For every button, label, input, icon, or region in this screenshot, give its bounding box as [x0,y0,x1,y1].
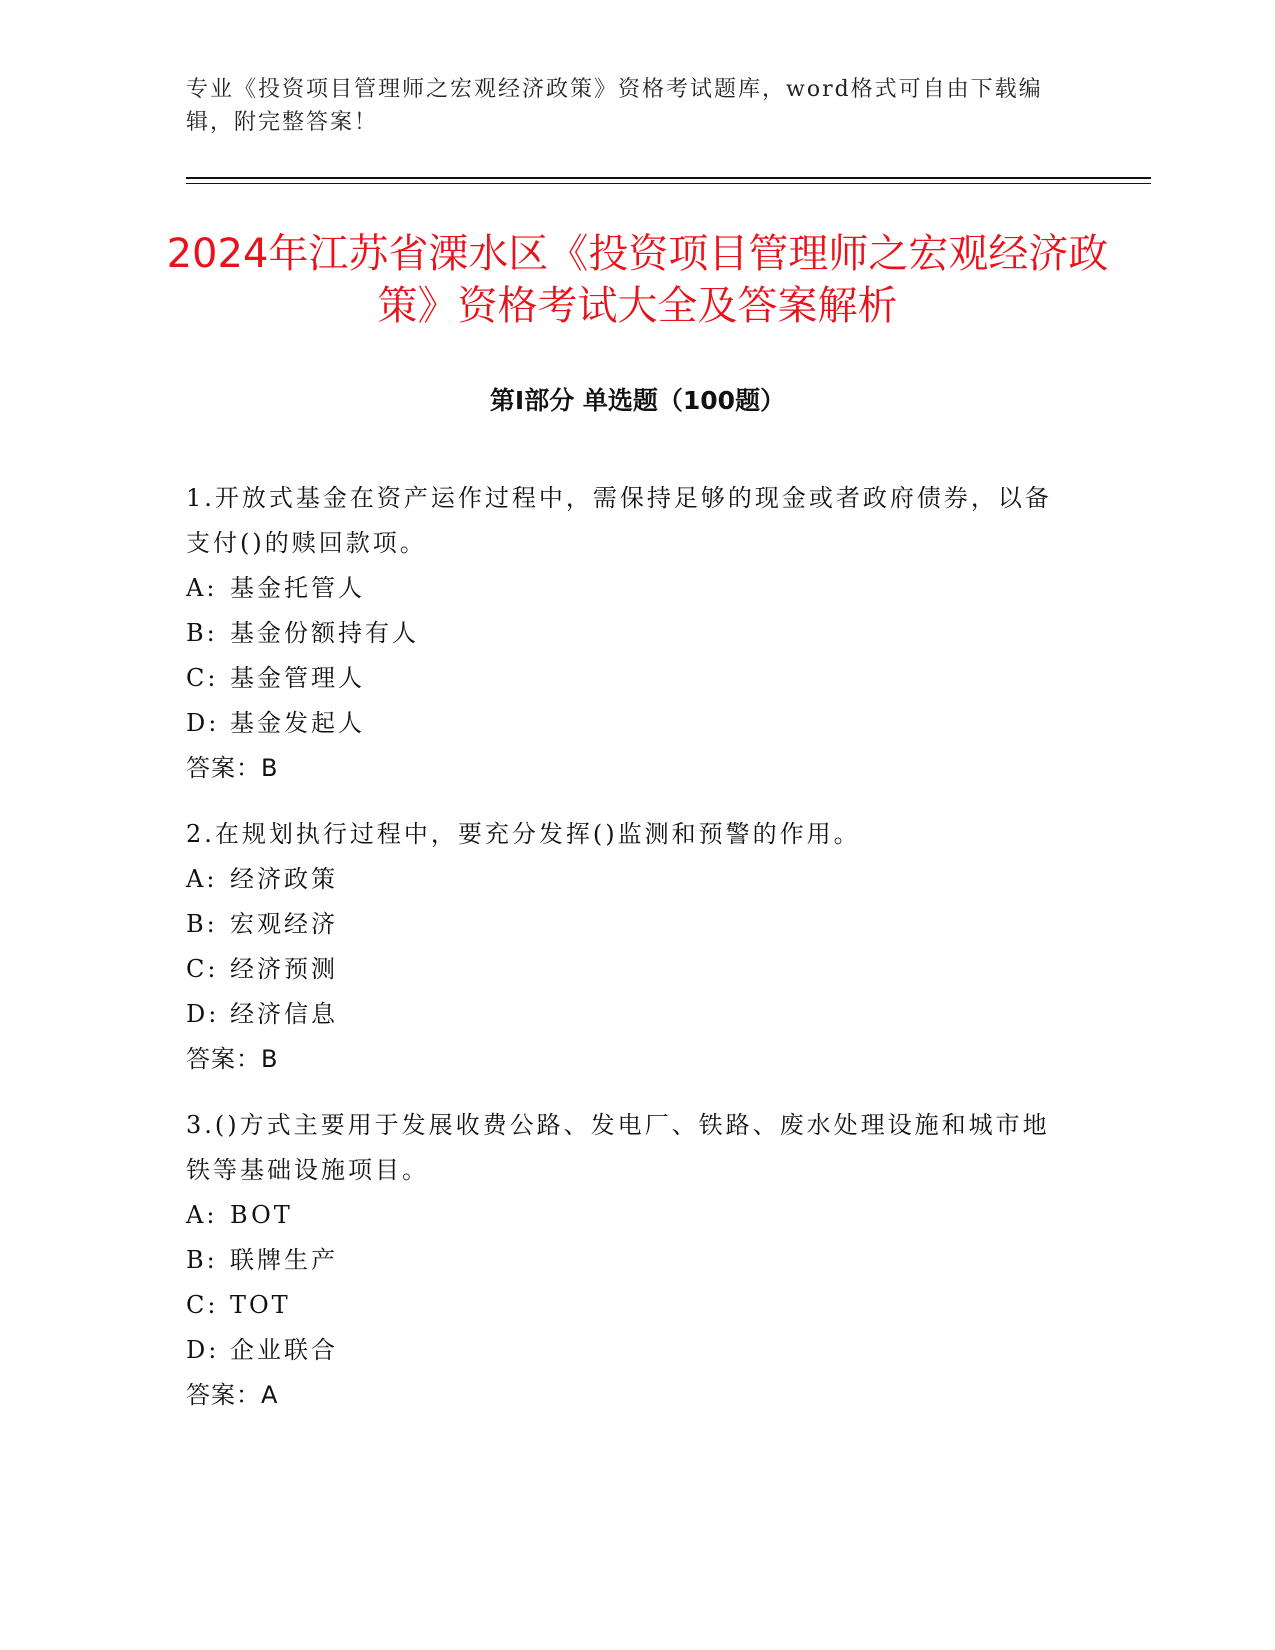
option-b [186,611,1066,656]
option-text: 经济信息 [230,1000,338,1028]
option-text: 基金管理人 [230,664,365,692]
option-text: 企业联合 [230,1336,338,1364]
question-stem: 2.在规划执行过程中，要充分发挥()监测和预警的作用。 [186,820,861,848]
section-heading: 第I部分 单选题（100题） [489,386,786,415]
option-text: TOT [230,1291,291,1319]
option-d [186,701,1066,746]
header-divider-thick [186,177,1151,179]
option-key: A: [186,865,218,893]
option-key: C: [186,955,219,983]
answer-line: 答案：A [186,1381,279,1409]
option-d [186,1328,1066,1373]
document-title: 2024年江苏省溧水区《投资项目管理师之宏观经济政策》资格考试大全及答案解析 [166,231,1109,329]
option-a [186,566,1066,611]
option-key: A: [186,574,218,602]
option-text: 基金份额持有人 [230,619,419,647]
question-list [186,476,1066,1439]
option-key: A: [186,1201,218,1229]
option-text: 经济政策 [230,865,338,893]
option-b [186,902,1066,947]
option-key: D: [186,709,220,737]
question-stem: 3.()方式主要用于发展收费公路、发电厂、铁路、废水处理设施和城市地铁等基础设施项目。 [186,1111,1050,1184]
answer-line: 答案：B [186,1045,279,1073]
answer-line: 答案：B [186,754,279,782]
option-key: D: [186,1000,220,1028]
option-text: BOT [230,1201,293,1229]
option-key: C: [186,664,219,692]
option-key: B: [186,619,218,647]
option-key: D: [186,1336,220,1364]
option-text: 宏观经济 [230,910,338,938]
option-key: B: [186,910,218,938]
question-stem: 1.开放式基金在资产运作过程中，需保持足够的现金或者政府债券，以备支付()的赎回款项。 [186,484,1052,557]
question-1 [186,476,1066,791]
header-note: 专业《投资项目管理师之宏观经济政策》资格考试题库，word格式可自由下载编辑，附完整答案！ [186,77,1043,135]
question-2 [186,812,1066,1082]
option-c [186,1283,1066,1328]
option-text: 经济预测 [230,955,338,983]
option-text: 基金托管人 [230,574,365,602]
option-b [186,1238,1066,1283]
option-key: C: [186,1291,219,1319]
option-c [186,656,1066,701]
header-divider-thin [186,183,1151,184]
option-text: 联牌生产 [230,1246,338,1274]
option-a [186,857,1066,902]
option-key: B: [186,1246,218,1274]
option-text: 基金发起人 [230,709,365,737]
question-3 [186,1103,1066,1418]
option-c [186,947,1066,992]
option-d [186,992,1066,1037]
option-a [186,1193,1066,1238]
